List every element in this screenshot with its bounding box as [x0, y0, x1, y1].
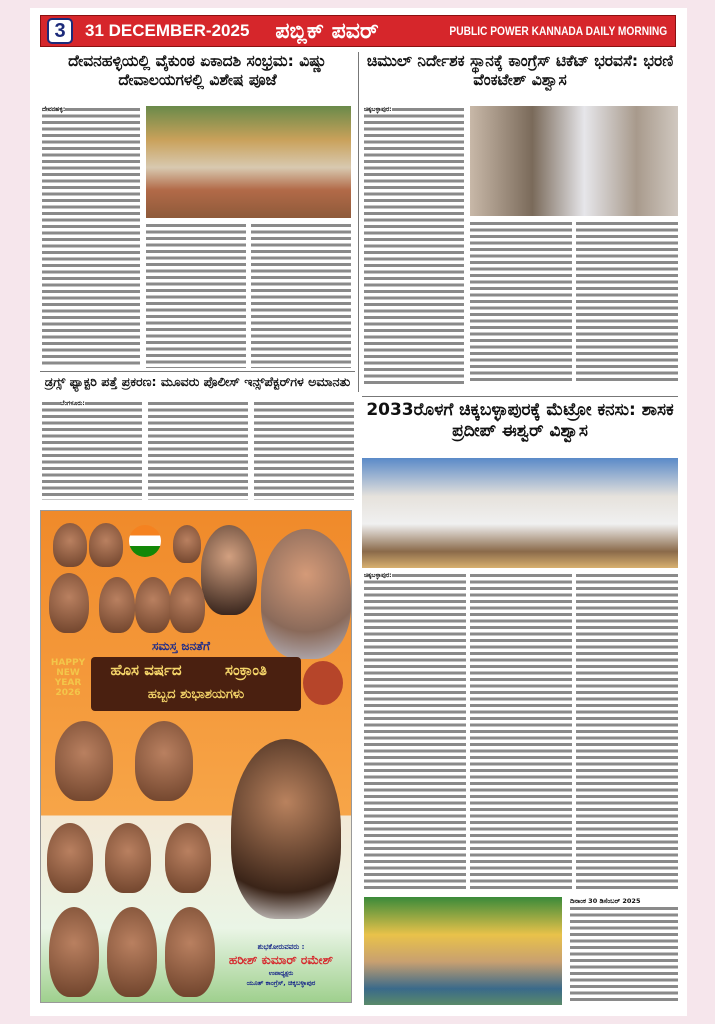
portrait: [99, 577, 135, 633]
dateline: ಚಿಕ್ಕಬಳ್ಳಾಪುರ:: [364, 106, 392, 113]
event-photo: [362, 458, 678, 568]
greeter-name: ಹರೀಶ್ ಕುಮಾರ್ ರಮೇಶ್: [228, 953, 334, 967]
portrait: [135, 721, 193, 801]
masthead-title: ಪಬ್ಲಿಕ್ ಪವರ್: [275, 18, 379, 44]
article-body: [570, 905, 678, 1003]
article-body: [470, 220, 572, 384]
issue-date: 31 DECEMBER-2025: [85, 21, 250, 40]
portrait-greeter: [231, 739, 341, 919]
ad-line-3: ಹಬ್ಬದ ಶುಭಾಶಯಗಳು: [147, 687, 245, 702]
portrait: [201, 525, 257, 615]
ad-line-2a: ಹೊಸ ವರ್ಷದ: [110, 661, 182, 679]
article-body: [251, 222, 351, 368]
portrait: [107, 907, 157, 997]
dancers-photo: [364, 897, 562, 1005]
dateline: ಚಿಕ್ಕಬಳ್ಳಾಪುರ:: [364, 572, 392, 579]
article-body: [470, 572, 572, 892]
portrait: [165, 907, 215, 997]
article-body: [42, 400, 142, 500]
portrait-main: [261, 529, 351, 659]
article-body: [576, 572, 678, 892]
party-logo-icon: [129, 525, 161, 557]
divider: [362, 396, 678, 397]
dateline: ದೇವನಹಳ್ಳಿ:: [42, 106, 66, 113]
portrait: [135, 577, 171, 633]
article-body: [42, 106, 140, 368]
headline-chimul: ಚಿಮುಲ್ ನಿರ್ದೇಶಕ ಸ್ಥಾನಕ್ಕೆ ಕಾಂಗ್ರೆಸ್ ಟಿಕೆಟ್ ಭರವಸೆ: ಭರಣಿ ವೆಂಕಟೇಶ್ ವಿಶ್ವಾಸ: [366, 52, 674, 90]
greeter-label: ಶುಭಕೋರುವವರು :: [257, 943, 305, 951]
greetings-advertisement: [40, 510, 352, 1003]
ad-line-1: ಸಮಸ್ತ ಜನತೆಗೆ: [152, 639, 210, 653]
divider: [40, 371, 355, 372]
greeter-role: ಉಪಾಧ್ಯಕ್ಷರು: [268, 970, 294, 977]
portrait: [169, 577, 205, 633]
article-body: [254, 400, 354, 500]
article-body: [364, 572, 466, 892]
interview-photo: [470, 106, 678, 216]
headline-vaikuntha: ದೇವನಹಳ್ಳಿಯಲ್ಲಿ ವೈಕುಂಠ ಏಕಾದಶಿ ಸಂಭ್ರಮ: ವಿಷ್ಣು ದೇವಾಲಯಗಳಲ್ಲಿ ವಿಶೇಷ ಪೂಜೆ: [68, 52, 327, 90]
headline-drugs: ಡ್ರಗ್ಸ್ ಫ್ಯಾಕ್ಟರಿ ಪತ್ತೆ ಪ್ರಕರಣ: ಮೂವರು ಪೊಲೀಸ್ ಇನ್ಸ್‌ಪೆಕ್ಟರ್‌ಗಳ ಅಮಾನತು: [44, 374, 351, 389]
happy-new-year-badge: HAPPY NEW YEAR 2026: [50, 658, 86, 698]
portrait: [55, 721, 113, 801]
masthead-bar: [40, 15, 676, 47]
portrait: [49, 907, 99, 997]
greeter-org: ಯೂತ್ ಕಾಂಗ್ರೆಸ್, ಚಿಕ್ಕಬಳ್ಳಾಪುರ: [246, 979, 316, 987]
page-number: 3: [47, 18, 73, 44]
portrait: [47, 823, 93, 893]
article-body: [146, 222, 246, 368]
article-body: [364, 106, 464, 384]
masthead-tagline: PUBLIC POWER KANNADA DAILY MORNING: [449, 24, 667, 38]
article-body: [576, 220, 678, 384]
portrait: [105, 823, 151, 893]
pongal-pot-icon: [303, 661, 343, 705]
ad-line-2b: ಸಂಕ್ರಾಂತಿ: [225, 661, 267, 679]
temple-photo: [146, 106, 351, 218]
dateline: ದಿನಾಂಕ 30 ಡಿಸೆಂಬರ್ 2025: [570, 897, 641, 905]
portrait: [165, 823, 211, 893]
article-body: [148, 400, 248, 500]
dateline: ಬೆಂಗಳೂರು:: [60, 400, 85, 407]
portrait: [49, 573, 89, 633]
portrait: [173, 525, 201, 563]
headline-metro: 2033ರೊಳಗೆ ಚಿಕ್ಕಬಳ್ಳಾಪುರಕ್ಕೆ ಮೆಟ್ರೋ ಕನಸು: ಶಾಸಕ ಪ್ರದೀಪ್ ಈಶ್ವರ್ ವಿಶ್ವಾಸ: [366, 400, 674, 442]
portrait: [89, 523, 123, 567]
portrait: [53, 523, 87, 567]
column-divider: [358, 52, 359, 392]
